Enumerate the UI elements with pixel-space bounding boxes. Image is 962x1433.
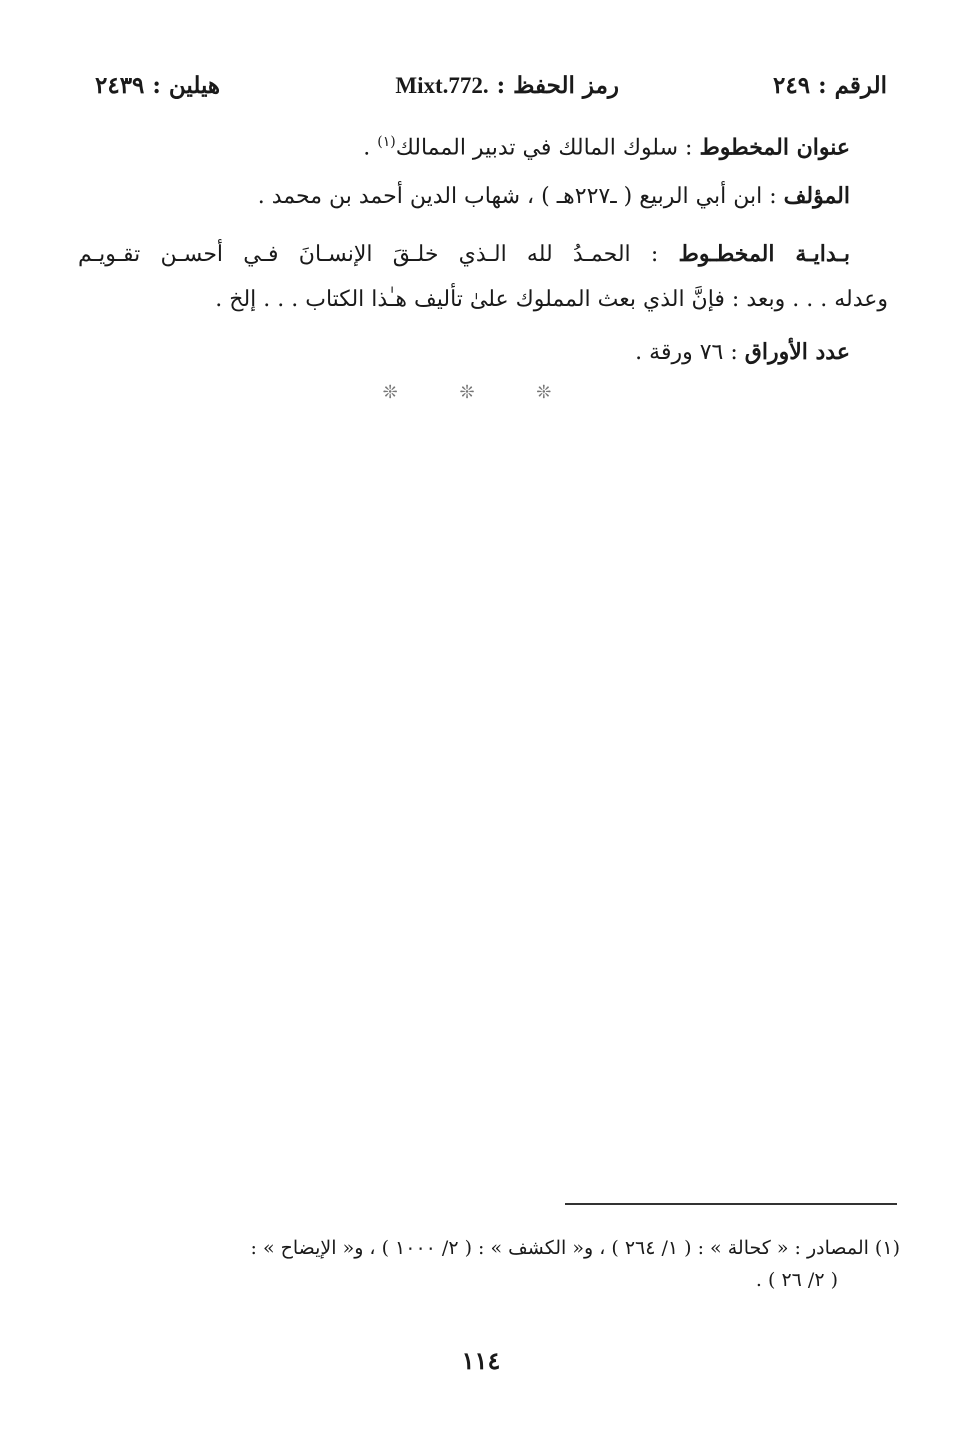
incipit-label: بـدايـة المخطـوط [678, 241, 850, 267]
author-label: المؤلف [783, 183, 850, 209]
manuscript-title-value: : سلوك المالك في تدبير الممالك [395, 135, 700, 161]
section-separator: ❊ ❊ ❊ [382, 382, 580, 403]
manuscript-title-end: . [363, 135, 378, 161]
footnote-marker: (١) [377, 134, 396, 150]
folios-line [635, 332, 850, 373]
footnote-line-1: (١) المصادر : « كحالة » : ( ١/ ٢٦٤ ) ، و« الكشف » : ( ٢/ ١٠٠٠ ) ، و« الإيضاح » : [250, 1237, 900, 1259]
incipit-value: : الحمـدُ لله الـذي خلـقَ الإنسـانَ فـي أحسـن تقـويـم [78, 242, 679, 267]
shelfmark-label: رمز الحفظ : [496, 72, 619, 99]
author-line [258, 176, 850, 217]
footnote [98, 1232, 900, 1296]
record-number: الرقم : ٢٤٩ [773, 72, 887, 99]
page-number: ١١٤ [461, 1346, 501, 1375]
folios-label: عدد الأوراق [744, 339, 850, 365]
manuscript-title-line [363, 122, 850, 168]
folios-value: : ٧٦ ورقة . [635, 340, 745, 365]
shelfmark [395, 72, 619, 99]
manuscript-title-label: عنوان المخطوط [699, 134, 850, 161]
footnote-divider [565, 1203, 897, 1205]
incipit-continuation: وعدله . . . وبعد : فإنَّ الذي بعث المملوك علىٰ تأليف هـٰذا الكتاب . . . إلخ . [215, 287, 888, 312]
shelfmark-value: Mixt.772. [395, 73, 489, 98]
footnote-line-2: ( ٢/ ٢٦ ) . [755, 1269, 838, 1291]
incipit-line [78, 234, 850, 275]
hellin-number: هيلين : ٢٤٣٩ [95, 72, 221, 99]
catalog-header [95, 72, 887, 112]
author-value: : ابن أبي الربيع ( ـ٢٢٧هـ ) ، شهاب الدين أحمد بن محمد . [257, 184, 784, 209]
